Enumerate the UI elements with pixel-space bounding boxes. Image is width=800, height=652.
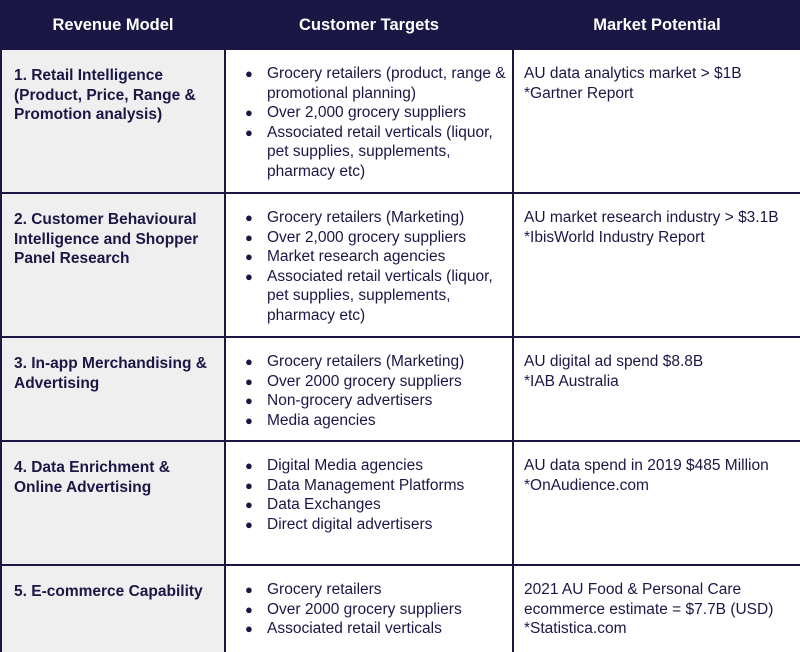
list-item [226,247,506,267]
list-item [226,476,506,496]
list-item-text: Market research agencies [267,248,446,265]
market-source: *IbisWorld Industry Report [524,228,705,246]
list-item [226,372,506,392]
table-header-row [1,1,800,49]
customer-targets-cell [225,49,513,193]
bullet-icon: ● [245,477,253,493]
revenue-model-cell: 2. Customer Behavioural Intelligence and Shopper Panel Research [1,193,225,337]
list-item [226,580,506,600]
market-source: *OnAudience.com [524,476,649,494]
table-row [1,337,800,441]
table-row [1,565,800,652]
list-item-text: Over 2,000 grocery suppliers [267,104,467,121]
list-item-text: Direct digital advertisers [267,515,433,533]
customer-targets-cell [225,337,513,441]
bullet-icon: ● [245,601,253,617]
header-revenue-model: Revenue Model [1,1,225,49]
list-item-text: Grocery retailers (product, range & promotional planning) [267,65,506,102]
list-item [226,619,506,639]
list-item-text: Grocery retailers (Marketing) [267,353,465,370]
market-potential-cell [513,337,800,441]
list-item [226,103,506,123]
list-item-text: Non-grocery advertisers [267,392,433,409]
list-item-text: Associated retail verticals (liquor, pet supplies, supplements, pharmacy etc) [267,267,493,324]
list-item [226,495,506,515]
list-item [226,600,506,620]
market-source: *IAB Australia [524,372,619,390]
table-row [1,441,800,565]
market-figure: 2021 AU Food & Personal Care ecommerce estimate = $7.7B (USD) [524,581,774,618]
market-potential-cell [513,565,800,652]
list-item [226,267,506,326]
bullet-icon: ● [245,124,253,140]
list-item-text: Data Management Platforms [267,476,465,494]
bullet-icon: ● [245,373,253,389]
bullet-icon: ● [245,210,253,225]
bullet-icon: ● [245,458,253,473]
market-source: *Gartner Report [524,84,634,102]
bullet-icon: ● [245,229,253,245]
market-potential-cell [513,49,800,193]
targets-list [226,352,506,430]
market-source: *Statistica.com [524,620,627,637]
header-customer-targets: Customer Targets [225,1,513,49]
list-item [226,352,506,372]
market-potential-cell [513,193,800,337]
list-item-text: Grocery retailers [267,581,382,598]
header-market-potential: Market Potential [513,1,800,49]
revenue-model-cell: 3. In-app Merchandising & Advertising [1,337,225,441]
market-figure: AU data spend in 2019 $485 Million [524,457,769,474]
list-item [226,123,506,182]
revenue-model-cell: 1. Retail Intelligence (Product, Price, Range & Promotion analysis) [1,49,225,193]
customer-targets-cell [225,565,513,652]
bullet-icon: ● [245,354,253,369]
list-item-text: Over 2,000 grocery suppliers [267,228,467,246]
list-item-text: Digital Media agencies [267,457,423,474]
bullet-icon: ● [245,105,253,120]
bullet-icon: ● [245,582,253,597]
list-item [226,64,506,103]
targets-list [226,208,506,325]
bullet-icon: ● [245,249,253,264]
revenue-model-cell: 5. E-commerce Capability [1,565,225,652]
list-item-text: Over 2000 grocery suppliers [267,600,462,618]
targets-list [226,64,506,181]
bullet-icon: ● [245,393,253,408]
list-item [226,228,506,248]
table-row [1,49,800,193]
market-figure: AU market research industry > $3.1B [524,209,779,226]
bullet-icon: ● [245,66,253,81]
bullet-icon: ● [245,412,253,428]
list-item [226,411,506,431]
list-item-text: Media agencies [267,411,376,429]
list-item [226,391,506,411]
customer-targets-cell [225,441,513,565]
bullet-icon: ● [245,497,253,512]
list-item-text: Associated retail verticals [267,620,442,637]
revenue-model-cell: 4. Data Enrichment & Online Advertising [1,441,225,565]
market-figure: AU data analytics market > $1B [524,65,742,82]
list-item-text: Over 2000 grocery suppliers [267,372,462,390]
bullet-icon: ● [245,621,253,636]
market-potential-cell [513,441,800,565]
list-item-text: Associated retail verticals (liquor, pet supplies, supplements, pharmacy etc) [267,123,493,180]
bullet-icon: ● [245,268,253,284]
targets-list [226,456,506,534]
customer-targets-cell [225,193,513,337]
market-figure: AU digital ad spend $8.8B [524,353,704,370]
table-row [1,193,800,337]
list-item [226,515,506,535]
list-item-text: Data Exchanges [267,496,381,513]
list-item [226,456,506,476]
list-item-text: Grocery retailers (Marketing) [267,209,465,226]
targets-list [226,580,506,639]
bullet-icon: ● [245,516,253,532]
list-item [226,208,506,228]
